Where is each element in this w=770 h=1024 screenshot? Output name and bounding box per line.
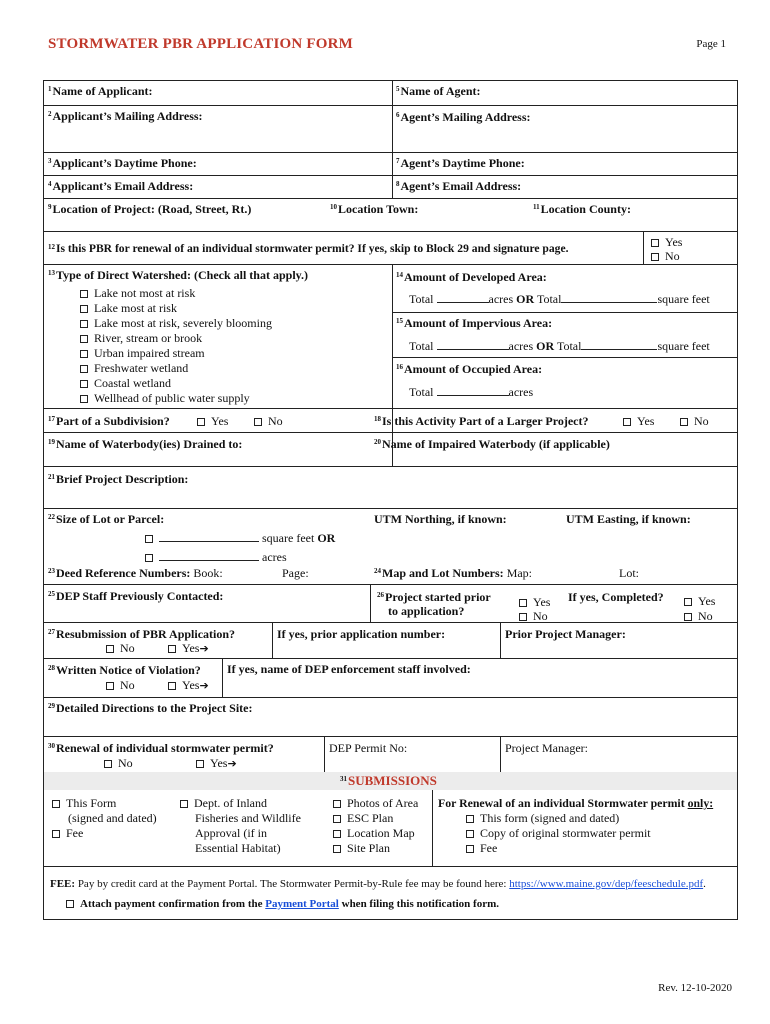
renewal-this-form[interactable]: This form (signed and dated) xyxy=(466,811,619,825)
rule xyxy=(392,80,393,198)
rule xyxy=(44,697,737,698)
prior-project-manager[interactable]: Prior Project Manager: xyxy=(505,627,626,641)
block-1-applicant-name[interactable]: $^1$Name of Applicant: xyxy=(48,84,153,98)
rule xyxy=(44,264,737,265)
watershed-option[interactable]: Wellhead of public water supply xyxy=(80,391,250,405)
block-28-yes-checkbox[interactable]: Yes➔ xyxy=(168,678,209,693)
submission-esc-plan[interactable]: ESC Plan xyxy=(333,811,393,825)
rule xyxy=(44,658,737,659)
block-30-renewal: $^{30}$Renewal of individual stormwater permit? xyxy=(48,741,274,755)
block-31-submissions-heading: $^{31}$SUBMISSIONS xyxy=(340,773,437,788)
occupied-area-field[interactable]: Total acres xyxy=(409,385,534,399)
submission-this-form-note: (signed and dated) xyxy=(68,811,157,825)
watershed-option[interactable]: Lake most at risk xyxy=(80,301,177,315)
block-7-agent-phone[interactable]: $^7$Agent’s Daytime Phone: xyxy=(396,156,525,170)
checkbox-icon xyxy=(180,800,188,808)
arrow-right-icon: ➔ xyxy=(199,679,209,692)
checkbox-icon xyxy=(80,335,88,343)
block-27-no-checkbox[interactable]: No xyxy=(106,641,135,655)
block-27-resubmission: $^{27}$Resubmission of PBR Application? xyxy=(48,627,236,641)
rule xyxy=(222,658,223,697)
checkbox-icon xyxy=(197,418,205,426)
block-26-no-checkbox[interactable]: No xyxy=(519,609,548,623)
submission-fee[interactable]: Fee xyxy=(52,826,83,840)
checkbox-icon xyxy=(66,900,74,908)
page-number: Page 1 xyxy=(696,38,726,50)
rule xyxy=(643,231,644,264)
block-3-applicant-phone[interactable]: $^3$Applicant’s Daytime Phone: xyxy=(48,156,197,170)
rule xyxy=(392,312,737,313)
checkbox-icon xyxy=(80,290,88,298)
submission-dept-line4: Essential Habitat) xyxy=(195,841,281,855)
checkbox-icon xyxy=(196,760,204,768)
deed-page-field[interactable]: Page: xyxy=(282,566,309,580)
block-14-developed-area: $^{14}$Amount of Developed Area: xyxy=(396,270,547,284)
rule xyxy=(44,466,737,467)
block-23-deed-reference[interactable]: $^{23}$Deed Reference Numbers: Book: xyxy=(48,566,223,580)
rule xyxy=(500,736,501,772)
block-17-no-checkbox[interactable]: No xyxy=(254,414,283,428)
rule xyxy=(44,198,737,199)
checkbox-icon xyxy=(80,320,88,328)
block-12-yes-checkbox[interactable]: Yes xyxy=(651,235,682,249)
renewal-original-permit[interactable]: Copy of original stormwater permit xyxy=(466,826,651,840)
rule xyxy=(44,736,737,737)
developed-area-field[interactable]: Total acres OR Total square feet xyxy=(409,292,710,306)
submission-location-map[interactable]: Location Map xyxy=(333,826,415,840)
checkbox-icon xyxy=(80,350,88,358)
checkbox-icon xyxy=(52,830,60,838)
checkbox-icon xyxy=(623,418,631,426)
dep-permit-number[interactable]: DEP Permit No: xyxy=(329,741,408,755)
block-12-renewal-question: $^{12}$Is this PBR for renewal of an individual stormwater permit? If yes, skip to Block 29 and signature page. xyxy=(48,242,569,255)
block-13-watershed-type: $^{13}$Type of Direct Watershed: (Check all that apply.) xyxy=(48,268,308,282)
checkbox-icon xyxy=(519,613,527,621)
checkbox-icon xyxy=(651,239,659,247)
submission-this-form[interactable]: This Form xyxy=(52,796,116,810)
block-26-project-started: $^{26}$Project started prior xyxy=(377,590,491,604)
watershed-option[interactable]: Lake most at risk, severely blooming xyxy=(80,316,272,330)
checkbox-icon xyxy=(168,645,176,653)
checkbox-icon xyxy=(680,418,688,426)
block-10-location-town[interactable]: $^{10}$Location Town: xyxy=(330,202,419,216)
rule xyxy=(432,790,433,866)
block-6-agent-address[interactable]: $^6$Agent’s Mailing Address: xyxy=(396,110,531,124)
checkbox-icon xyxy=(519,599,527,607)
payment-portal-link[interactable]: Payment Portal xyxy=(265,898,339,910)
block-16-occupied-area: $^{16}$Amount of Occupied Area: xyxy=(396,362,543,376)
fee-schedule-link[interactable]: https://www.maine.gov/dep/feeschedule.pdf xyxy=(509,878,704,890)
fee-note: FEE: Pay by credit card at the Payment Portal. The Stormwater Permit-by-Rule fee may be found here: https://www.maine.gov/dep/feeschedule.pdf. xyxy=(50,878,706,890)
block-5-agent-name[interactable]: $^5$Name of Agent: xyxy=(396,84,481,98)
submission-dept-line3: Approval (if in xyxy=(195,826,267,840)
checkbox-icon xyxy=(106,682,114,690)
rule xyxy=(500,622,501,658)
submission-site-plan[interactable]: Site Plan xyxy=(333,841,390,855)
submission-dept-inland[interactable]: Dept. of Inland xyxy=(180,796,267,810)
renewal-submissions-heading: For Renewal of an individual Stormwater permit only: xyxy=(438,796,714,810)
block-19-waterbody[interactable]: $^{19}$Name of Waterbody(ies) Drained to: xyxy=(48,437,243,451)
completed-no-checkbox[interactable]: No xyxy=(684,609,713,623)
checkbox-icon xyxy=(254,418,262,426)
checkbox-icon xyxy=(168,682,176,690)
lot-size-acres-option[interactable]: acres xyxy=(145,550,287,564)
checkbox-icon xyxy=(52,800,60,808)
watershed-option[interactable]: Lake not most at risk xyxy=(80,286,195,300)
rule xyxy=(392,357,737,358)
lot-size-sqft-option[interactable]: square feet OR xyxy=(145,531,335,545)
rule xyxy=(44,408,737,409)
rule xyxy=(370,584,371,622)
checkbox-icon xyxy=(80,305,88,313)
impervious-area-field[interactable]: Total acres OR Total square feet xyxy=(409,339,710,353)
block-17-yes-checkbox[interactable]: Yes xyxy=(197,414,228,428)
rule xyxy=(44,584,737,585)
block-18-larger-project: $^{18}$Is this Activity Part of a Larger Project? xyxy=(374,414,589,428)
block-11-location-county[interactable]: $^{11}$Location County: xyxy=(533,202,631,216)
block-30-no-checkbox[interactable]: No xyxy=(104,756,133,770)
rule xyxy=(324,736,325,772)
checkbox-icon xyxy=(145,554,153,562)
rule xyxy=(44,152,737,153)
rule xyxy=(44,866,737,867)
checkbox-icon xyxy=(80,380,88,388)
submission-dept-line2: Fisheries and Wildlife xyxy=(195,811,301,825)
rule xyxy=(44,231,737,232)
block-24-map-lot[interactable]: $^{24}$Map and Lot Numbers: Map: xyxy=(374,566,533,580)
checkbox-icon xyxy=(333,800,341,808)
checkbox-icon xyxy=(333,815,341,823)
block-21-project-description[interactable]: $^{21}$Brief Project Description: xyxy=(48,472,189,486)
rule xyxy=(272,622,273,658)
rule xyxy=(392,264,393,466)
block-27-yes-checkbox[interactable]: Yes➔ xyxy=(168,641,209,656)
checkbox-icon xyxy=(651,253,659,261)
lot-number-field[interactable]: Lot: xyxy=(619,566,639,580)
rule xyxy=(44,432,737,433)
block-20-impaired-waterbody[interactable]: $^{20}$Name of Impaired Waterbody (if applicable) xyxy=(374,437,610,451)
block-18-no-checkbox[interactable]: No xyxy=(680,414,709,428)
completed-yes-checkbox[interactable]: Yes xyxy=(684,594,715,608)
block-15-impervious-area: $^{15}$Amount of Impervious Area: xyxy=(396,316,553,330)
block-8-agent-email[interactable]: $^8$Agent’s Email Address: xyxy=(396,179,522,193)
block-9-project-location[interactable]: $^9$Location of Project: (Road, Street, Rt.) xyxy=(48,202,252,216)
checkbox-icon xyxy=(466,815,474,823)
enforcement-staff[interactable]: If yes, name of DEP enforcement staff involved: xyxy=(227,662,471,676)
rule xyxy=(44,175,737,176)
watershed-option[interactable]: Freshwater wetland xyxy=(80,361,188,375)
checkbox-icon xyxy=(466,830,474,838)
arrow-right-icon: ➔ xyxy=(199,642,209,655)
checkbox-icon xyxy=(684,613,692,621)
checkbox-icon xyxy=(333,830,341,838)
block-12-no-checkbox[interactable]: No xyxy=(651,249,680,263)
block-22-lot-size: $^{22}$Size of Lot or Parcel: xyxy=(48,512,165,526)
block-17-subdivision: $^{17}$Part of a Subdivision? xyxy=(48,414,170,428)
completed-question: If yes, Completed? xyxy=(568,590,664,604)
checkbox-icon xyxy=(80,365,88,373)
block-28-no-checkbox[interactable]: No xyxy=(106,678,135,692)
prior-application-number[interactable]: If yes, prior application number: xyxy=(277,627,446,641)
rule xyxy=(44,508,737,509)
watershed-option[interactable]: Urban impaired stream xyxy=(80,346,205,360)
watershed-option[interactable]: River, stream or brook xyxy=(80,331,202,345)
checkbox-icon xyxy=(466,845,474,853)
arrow-right-icon: ➔ xyxy=(227,757,237,770)
block-2-applicant-address[interactable]: $^2$Applicant’s Mailing Address: xyxy=(48,109,203,123)
submission-photos[interactable]: Photos of Area xyxy=(333,796,418,810)
block-4-applicant-email[interactable]: $^4$Applicant’s Email Address: xyxy=(48,179,194,193)
block-28-notice-of-violation: $^{28}$Written Notice of Violation? xyxy=(48,663,201,677)
checkbox-icon xyxy=(106,645,114,653)
utm-easting[interactable]: UTM Easting, if known: xyxy=(566,512,691,526)
block-30-yes-checkbox[interactable]: Yes➔ xyxy=(196,756,237,771)
renewal-fee[interactable]: Fee xyxy=(466,841,497,855)
form-title: STORMWATER PBR APPLICATION FORM xyxy=(48,36,353,52)
rule xyxy=(44,105,737,106)
checkbox-icon xyxy=(333,845,341,853)
block-25-dep-staff[interactable]: $^{25}$DEP Staff Previously Contacted: xyxy=(48,589,224,603)
rule xyxy=(44,622,737,623)
attach-payment-checkbox[interactable]: Attach payment confirmation from the Payment Portal when filing this notification form. xyxy=(66,897,499,911)
checkbox-icon xyxy=(104,760,112,768)
checkbox-icon xyxy=(145,535,153,543)
block-26-yes-checkbox[interactable]: Yes xyxy=(519,595,550,609)
revision-date: Rev. 12-10-2020 xyxy=(658,982,732,994)
checkbox-icon xyxy=(684,598,692,606)
project-manager[interactable]: Project Manager: xyxy=(505,741,588,755)
checkbox-icon xyxy=(80,395,88,403)
block-26-label-line2: to application? xyxy=(388,604,465,618)
utm-northing[interactable]: UTM Northing, if known: xyxy=(374,512,507,526)
block-29-directions[interactable]: $^{29}$Detailed Directions to the Project Site: xyxy=(48,701,253,715)
watershed-option[interactable]: Coastal wetland xyxy=(80,376,171,390)
block-18-yes-checkbox[interactable]: Yes xyxy=(623,414,654,428)
